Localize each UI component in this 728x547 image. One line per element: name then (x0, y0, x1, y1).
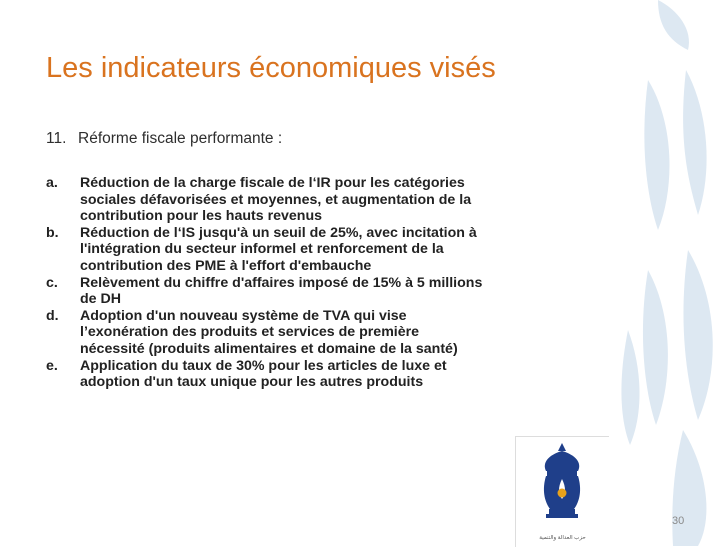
list-item-text: Application du taux de 30% pour les articles de luxe et adoption d'un taux unique pour les autres produits (80, 357, 447, 391)
lantern-icon (516, 437, 609, 523)
list-item-text: Réduction de la charge fiscale de l‘IR pour les catégories sociales défavorisées et moyennes, et augmentation de la contribution pour les hauts revenus (80, 175, 472, 225)
logo-caption: حزب العدالة والتنمية (539, 535, 586, 541)
reform-list (46, 175, 486, 391)
section-number: 11. (46, 130, 67, 147)
list-item-text: Réduction de l‘IS jusqu'à un seuil de 25%, avec incitation à l'intégration du secteur informel et renforcement de la contribution des PME à l'effort d'embauche (80, 224, 477, 274)
list-item-marker: e. (46, 357, 58, 374)
list-item (46, 225, 486, 275)
party-logo (515, 436, 609, 547)
list-item-marker: a. (46, 175, 58, 191)
list-item-text: Relèvement du chiffre d'affaires imposé de 15% à 5 millions de DH (80, 274, 483, 308)
list-item (46, 358, 486, 391)
list-item-marker: b. (46, 224, 59, 241)
slide-title: Les indicateurs économiques visés (46, 52, 496, 84)
list-item-text: Adoption d'un nouveau système de TVA qui vise l’exonération des produits et services de première nécessité (produits alimentaires et domaine de la santé) (80, 307, 458, 357)
section-title: Réforme fiscale performante : (78, 130, 283, 147)
list-item (46, 308, 486, 358)
list-item-marker: c. (46, 274, 58, 291)
list-item (46, 275, 486, 308)
page-number: 30 (672, 515, 685, 527)
list-item-marker: d. (46, 307, 59, 324)
section-heading (46, 130, 282, 148)
list-item (46, 175, 486, 225)
